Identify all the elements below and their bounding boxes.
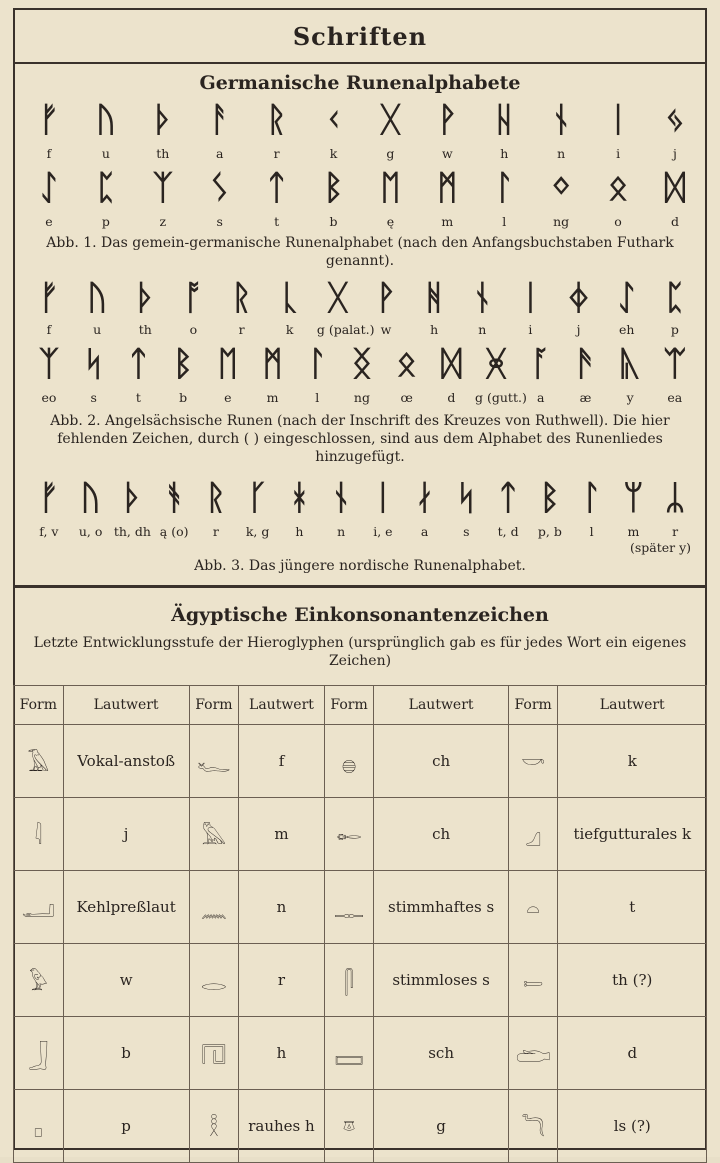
rune-label: d — [447, 390, 456, 405]
rune-glyph: ᚠ — [38, 478, 60, 518]
rune-label: th — [156, 146, 170, 161]
rune-glyph: ᛞ — [664, 168, 686, 208]
hieroglyph-glyph: 𓆓 — [508, 1090, 558, 1163]
rune-label: ng — [353, 390, 370, 405]
rune-glyph: ᛊ — [209, 168, 230, 208]
rune-row-1 — [28, 100, 696, 140]
rune-glyph: ᚷ — [327, 278, 349, 318]
rune-glyph: ᛋ — [83, 344, 104, 384]
hieroglyph-glyph: 𓈎 — [508, 798, 558, 871]
rune-label: u — [101, 146, 110, 161]
rune-label: g — [386, 146, 395, 161]
hieroglyph-glyph: 𓎡 — [508, 725, 558, 798]
rune-row-4 — [28, 344, 696, 384]
rune-label: m — [266, 390, 279, 405]
rune-glyph: ᚦ — [122, 478, 143, 518]
rune-row-3 — [28, 278, 696, 318]
column-header-form: Form — [189, 686, 239, 725]
column-header-form: Form — [324, 686, 374, 725]
sound-value: ch — [374, 798, 508, 871]
rune-glyph: ᚴ — [247, 478, 268, 518]
rune-label: w — [441, 146, 453, 161]
rune-glyph: ᚢ — [80, 478, 101, 518]
rune-label: n — [478, 322, 487, 337]
rune-glyph: ᛏ — [497, 478, 519, 518]
hieroglyph-table — [13, 685, 707, 1163]
rune-label: k, g — [245, 524, 270, 539]
rune-label: w — [380, 322, 392, 337]
rune-label: f — [46, 146, 52, 161]
rune-glyph: ᚼ — [289, 478, 310, 518]
hieroglyph-glyph: 𓎛 — [189, 1090, 239, 1163]
rune-labels-2 — [28, 214, 696, 229]
hieroglyph-glyph: 𓐍 — [324, 725, 374, 798]
rune-label: ą (o) — [159, 524, 189, 539]
rune-label: l — [502, 214, 507, 229]
sound-value: g — [374, 1090, 508, 1163]
table-row — [14, 1090, 707, 1163]
rune-label: o — [189, 322, 198, 337]
rune-glyph: ᚩ — [183, 278, 204, 318]
rune-label: æ — [579, 390, 592, 405]
rune-label: i — [616, 146, 621, 161]
rune-label: h — [295, 524, 304, 539]
rune-label: r — [273, 146, 280, 161]
rune-glyph: ᚬ — [163, 478, 185, 518]
rune-glyph: ᚸ — [485, 344, 507, 384]
rune-glyph: ᛏ — [266, 168, 287, 208]
hieroglyph-glyph: 𓋴 — [324, 944, 374, 1017]
caption-abb3: Abb. 3. Das jüngere nordische Runenalphabet. — [194, 558, 526, 574]
rune-glyph: ᚪ — [530, 344, 551, 384]
rune-glyph: ᛒ — [172, 344, 194, 384]
rune-label: s — [463, 524, 470, 539]
rune-glyph: ᛈ — [664, 278, 686, 318]
rune-label: th — [138, 322, 152, 337]
sound-value: th (?) — [558, 944, 707, 1017]
rune-glyph: ᛗ — [437, 168, 458, 208]
hieroglyph-glyph: 𓂝 — [14, 871, 64, 944]
hieroglyph-glyph: 𓂋 — [189, 944, 239, 1017]
rune-label: t — [135, 390, 141, 405]
rune-label: t — [274, 214, 280, 229]
hieroglyph-glyph: 𓆑 — [189, 725, 239, 798]
rune-label: p — [670, 322, 679, 337]
rune-glyph: ᛅ — [414, 478, 435, 518]
sound-value: w — [63, 944, 189, 1017]
sound-value: Kehlpreßlaut — [63, 871, 189, 944]
rune-glyph: ᛟ — [607, 168, 629, 208]
rune-label: p — [101, 214, 110, 229]
rune-label: s — [216, 214, 223, 229]
page-title: Schriften — [292, 22, 428, 51]
rune-label: n — [557, 146, 566, 161]
rune-glyph: ᚾ — [330, 478, 352, 518]
rune-label: j — [673, 146, 677, 161]
caption-abb2: Abb. 2. Angelsächsische Runen (nach der Inschrift des Kreuzes von Ruthwell). Die hier fehlenden Zeichen, durch ( ) eingeschlossen, sind aus dem Alphabet des Runenliedes hinzugefügt. — [50, 413, 670, 465]
hieroglyph-glyph: 𓅱 — [14, 944, 64, 1017]
rune-label: r — [238, 322, 245, 337]
sound-value: r — [239, 944, 325, 1017]
rune-glyph: ᛝ — [351, 344, 373, 384]
rune-glyph: ᛚ — [581, 478, 602, 518]
hieroglyph-glyph: 𓅓 — [189, 798, 239, 871]
rune-glyph: ᚢ — [86, 278, 108, 318]
sound-value: h — [239, 1017, 325, 1090]
rune-glyph: ᚳ — [279, 278, 300, 318]
rune-glyph: ᛜ — [550, 168, 572, 208]
rune-label: a — [537, 390, 545, 405]
rune-glyph: ᛁ — [372, 478, 394, 518]
rune-label: z — [159, 214, 167, 229]
hieroglyph-glyph: 𓂧 — [508, 1017, 558, 1090]
rune-label: a — [215, 146, 224, 161]
column-header-lautwert: Lautwert — [239, 686, 325, 725]
hieroglyph-glyph: 𓏏 — [508, 871, 558, 944]
sound-value: k — [558, 725, 707, 798]
rune-glyph: ᛚ — [494, 168, 515, 208]
rune-label: e — [45, 214, 53, 229]
rune-glyph: ᚹ — [437, 100, 458, 140]
divider — [13, 62, 707, 64]
table-body — [14, 725, 707, 1163]
column-header-form: Form — [14, 686, 64, 725]
rune-label: j — [576, 322, 581, 337]
column-header-form: Form — [508, 686, 558, 725]
rune-label: e — [224, 390, 232, 405]
hieroglyph-glyph: 𓃀 — [14, 1017, 64, 1090]
rune-glyph: ᛋ — [456, 478, 477, 518]
rune-glyph: ᛏ — [128, 344, 149, 384]
rune-label: r — [212, 524, 219, 539]
sound-value: p — [63, 1090, 189, 1163]
rune-glyph: ᛟ — [396, 344, 417, 384]
rune-row-2 — [28, 168, 696, 208]
sound-value: tiefgutturales k — [558, 798, 707, 871]
table-row — [14, 871, 707, 944]
sound-value: n — [239, 871, 325, 944]
rune-label: r — [672, 524, 679, 539]
rune-label: b — [179, 390, 188, 405]
rune-glyph: ᚱ — [266, 100, 287, 140]
rune-glyph: ᛇ — [38, 168, 60, 208]
divider — [13, 585, 707, 588]
rune-glyph: ᚲ — [323, 100, 344, 140]
rune-label: f — [46, 322, 52, 337]
sound-value: m — [239, 798, 325, 871]
rune-labels-3 — [28, 322, 696, 337]
rune-glyph: ᚹ — [375, 278, 397, 318]
rune-label: f, v — [39, 524, 59, 539]
sound-value: Vokal-anstoß — [63, 725, 189, 798]
sound-value: j — [63, 798, 189, 871]
rune-glyph: ᛈ — [95, 168, 117, 208]
rune-glyph: ᛞ — [441, 344, 462, 384]
caption-abb1: Abb. 1. Das gemein-germanische Runenalphabet (nach den Anfangsbuchstaben Futhark genannt). — [46, 235, 674, 269]
rune-glyph: ᛦ — [664, 478, 686, 518]
rune-glyph: ᚱ — [231, 278, 252, 318]
rune-glyph: ᛒ — [323, 168, 344, 208]
rune-labels-4 — [28, 390, 696, 405]
rune-glyph: ᚨ — [209, 100, 230, 140]
rune-label: y — [626, 390, 634, 405]
rune-label: g (gutt.) — [475, 390, 527, 405]
rune-glyph: ᚠ — [38, 278, 60, 318]
rune-glyph: ᚾ — [550, 100, 572, 140]
column-header-lautwert: Lautwert — [374, 686, 508, 725]
rune-labels-1 — [28, 146, 696, 161]
rune-glyph: ᛁ — [520, 278, 541, 318]
rune-glyph: ᛒ — [539, 478, 561, 518]
rune-label: h — [430, 322, 439, 337]
hieroglyph-glyph: 𓇋 — [14, 798, 64, 871]
rune-label: h — [500, 146, 509, 161]
hieroglyph-glyph: 𓍿 — [508, 944, 558, 1017]
rune-label: t, d — [497, 524, 519, 539]
rune-glyph: ᛖ — [380, 168, 401, 208]
rune-label: b — [329, 214, 338, 229]
rune-glyph: ᚱ — [205, 478, 227, 518]
rune-glyph: ᚠ — [38, 100, 60, 140]
rune-label: o — [614, 214, 622, 229]
rune-glyph: ᛠ — [664, 344, 686, 384]
hieroglyph-glyph: 𓈙 — [324, 1017, 374, 1090]
rune-glyph: ᛉ — [152, 168, 174, 208]
rune-label: ę — [386, 214, 395, 229]
rune-label: u — [93, 322, 102, 337]
rune-glyph: ᛁ — [607, 100, 629, 140]
rune-label: g (palat.) — [316, 322, 375, 337]
table-row — [14, 725, 707, 798]
rune-glyph: ᛃ — [664, 100, 686, 140]
hieroglyph-glyph: 𓊃 — [324, 871, 374, 944]
rune-label: i, e — [373, 524, 393, 539]
rune-glyph: ᛚ — [307, 344, 328, 384]
rune-labels-5 — [28, 524, 696, 539]
sound-value: d — [558, 1017, 707, 1090]
rune-glyph: ᛄ — [568, 278, 589, 318]
rune-glyph: ᚻ — [423, 278, 445, 318]
rune-glyph: ᚢ — [95, 100, 117, 140]
rune-label: ea — [667, 390, 683, 405]
rune-glyph: ᛗ — [262, 344, 283, 384]
column-header-lautwert: Lautwert — [558, 686, 707, 725]
rune-label: k — [285, 322, 294, 337]
sound-value: b — [63, 1017, 189, 1090]
rune-glyph: ᚦ — [152, 100, 174, 140]
sound-value: rauhes h — [239, 1090, 325, 1163]
sound-value: stimmhaftes s — [374, 871, 508, 944]
rune-label: m — [441, 214, 454, 229]
rune-glyph: ᛖ — [217, 344, 239, 384]
rune-label: m — [627, 524, 640, 539]
rune-glyph: ᚷ — [380, 100, 401, 140]
sound-value: stimmloses s — [374, 944, 508, 1017]
rune-glyph: ᚫ — [575, 344, 596, 384]
hieroglyph-glyph: 𓊪 — [14, 1090, 64, 1163]
hieroglyph-glyph: 𓎼 — [324, 1090, 374, 1163]
rune-label: n — [337, 524, 346, 539]
sound-value: t — [558, 871, 707, 944]
rune-label: a — [420, 524, 429, 539]
rune-label: k — [329, 146, 338, 161]
table-row — [14, 798, 707, 871]
rune-glyph: ᛇ — [616, 278, 637, 318]
table-row — [14, 1017, 707, 1090]
hieroglyph-glyph: 𓄿 — [14, 725, 64, 798]
hieroglyph-glyph: 𓄡 — [324, 798, 374, 871]
hieroglyph-glyph: 𓈖 — [189, 871, 239, 944]
rune-label: eh — [618, 322, 635, 337]
rune-label: eo — [41, 390, 57, 405]
rune-label: i — [528, 322, 533, 337]
rune-note: (später y) — [630, 540, 692, 555]
rune-glyph: ᚺ — [494, 100, 515, 140]
rune-label: th, dh — [113, 524, 151, 539]
rune-label: p, b — [537, 524, 562, 539]
rune-label: s — [90, 390, 97, 405]
hieroglyph-glyph: 𓉔 — [189, 1017, 239, 1090]
sound-value: ls (?) — [558, 1090, 707, 1163]
rune-label: u, o — [78, 524, 103, 539]
table-header — [14, 686, 707, 725]
rune-label: œ — [400, 390, 413, 405]
table-row — [14, 944, 707, 1017]
runes-heading: Germanische Runenalphabete — [199, 72, 521, 94]
sound-value: ch — [374, 725, 508, 798]
sound-value: sch — [374, 1017, 508, 1090]
rune-glyph: ᛘ — [623, 478, 644, 518]
rune-glyph: ᚾ — [472, 278, 493, 318]
egypt-intro: Letzte Entwicklungsstufe der Hieroglyphen (ursprünglich gab es für jedes Wort ein eigenes Zeichen) — [33, 635, 687, 669]
rune-row-5 — [28, 478, 696, 518]
rune-label: l — [315, 390, 320, 405]
rune-label: ng — [553, 214, 570, 229]
egypt-heading: Ägyptische Einkonsonantenzeichen — [171, 604, 549, 626]
rune-glyph: ᛉ — [38, 344, 60, 384]
rune-glyph: ᚣ — [619, 344, 641, 384]
rune-label: l — [589, 524, 594, 539]
sound-value: f — [239, 725, 325, 798]
rune-label: d — [670, 214, 679, 229]
column-header-lautwert: Lautwert — [63, 686, 189, 725]
rune-glyph: ᚦ — [135, 278, 156, 318]
